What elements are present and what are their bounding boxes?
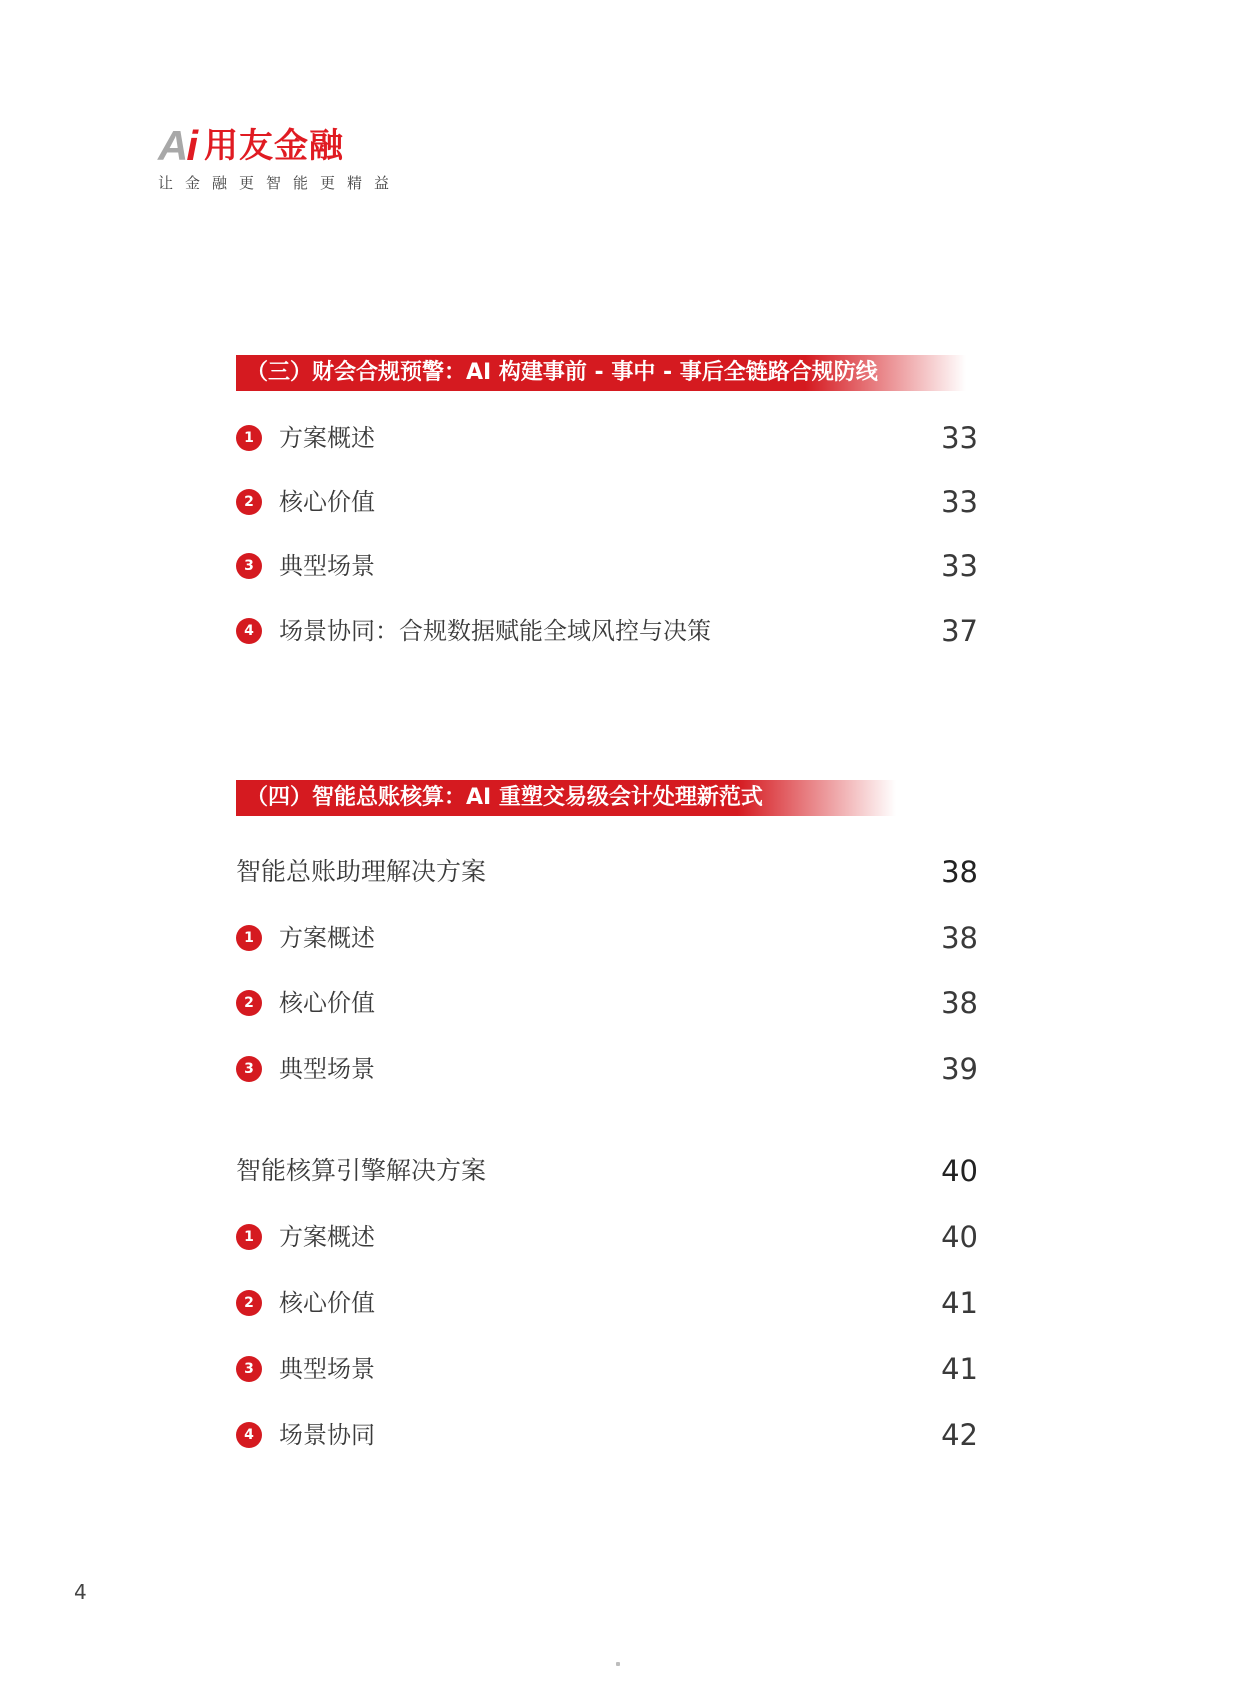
toc-entry[interactable] — [236, 1415, 978, 1455]
toc-page-number: 33 — [941, 485, 978, 519]
toc-entry-label: 方案概述 — [279, 924, 375, 952]
section-heading-3: （三）财会合规预警：AI 构建事前 - 事中 - 事后全链路合规防线 — [236, 355, 966, 391]
toc-page-number: 33 — [941, 421, 978, 455]
toc-entry-label: 方案概述 — [279, 1223, 375, 1251]
number-badge: 2 — [236, 990, 262, 1016]
logo-slogan: 让金融更智能更精益 — [158, 174, 402, 192]
number-badge: 4 — [236, 618, 262, 644]
brand-logo — [158, 122, 402, 193]
toc-entry[interactable] — [236, 611, 978, 651]
toc-page-number: 42 — [941, 1418, 978, 1452]
toc-entry[interactable] — [236, 546, 978, 586]
toc-subsection[interactable] — [236, 852, 978, 892]
toc-entry-label: 场景协同：合规数据赋能全域风控与决策 — [279, 617, 711, 645]
toc-entry[interactable] — [236, 1049, 978, 1089]
toc-entry-label: 方案概述 — [279, 424, 375, 452]
toc-page-number: 41 — [941, 1286, 978, 1320]
toc-subsection-title: 智能核算引擎解决方案 — [236, 1156, 487, 1185]
toc-entry[interactable] — [236, 1283, 978, 1323]
toc-page-number: 40 — [941, 1220, 978, 1254]
logo-ai-mark: Ai — [158, 122, 197, 169]
toc-page-number: 40 — [941, 1154, 978, 1188]
footer-page-number: 4 — [74, 1580, 87, 1604]
number-badge: 1 — [236, 1224, 262, 1250]
section-heading-4: （四）智能总账核算：AI 重塑交易级会计处理新范式 — [236, 780, 896, 816]
toc-entry-label: 典型场景 — [279, 1055, 375, 1083]
number-badge: 2 — [236, 1290, 262, 1316]
number-badge: 1 — [236, 925, 262, 951]
number-badge: 1 — [236, 425, 262, 451]
number-badge: 3 — [236, 553, 262, 579]
toc-subsection-title: 智能总账助理解决方案 — [236, 857, 487, 886]
toc-entry-label: 典型场景 — [279, 1355, 375, 1383]
toc-page-number: 38 — [941, 855, 978, 889]
decorative-dot — [616, 1662, 620, 1666]
number-badge: 3 — [236, 1356, 262, 1382]
toc-entry-label: 核心价值 — [279, 488, 375, 516]
toc-entry-label: 典型场景 — [279, 552, 375, 580]
number-badge: 3 — [236, 1056, 262, 1082]
toc-subsection[interactable] — [236, 1151, 978, 1191]
toc-entry[interactable] — [236, 418, 978, 458]
toc-entry[interactable] — [236, 983, 978, 1023]
number-badge: 2 — [236, 489, 262, 515]
toc-entry[interactable] — [236, 482, 978, 522]
toc-page-number: 38 — [941, 921, 978, 955]
toc-page-number: 37 — [941, 614, 978, 648]
toc-entry-label: 核心价值 — [279, 1289, 375, 1317]
logo-company-name: 用友金融 — [204, 126, 345, 166]
toc-entry-label: 场景协同 — [279, 1421, 375, 1449]
toc-page-number: 33 — [941, 549, 978, 583]
toc-entry[interactable] — [236, 1217, 978, 1257]
toc-entry[interactable] — [236, 1349, 978, 1389]
toc-entry[interactable] — [236, 918, 978, 958]
number-badge: 4 — [236, 1422, 262, 1448]
toc-page-number: 39 — [941, 1052, 978, 1086]
toc-page-number: 38 — [941, 986, 978, 1020]
toc-entry-label: 核心价值 — [279, 989, 375, 1017]
toc-page-number: 41 — [941, 1352, 978, 1386]
